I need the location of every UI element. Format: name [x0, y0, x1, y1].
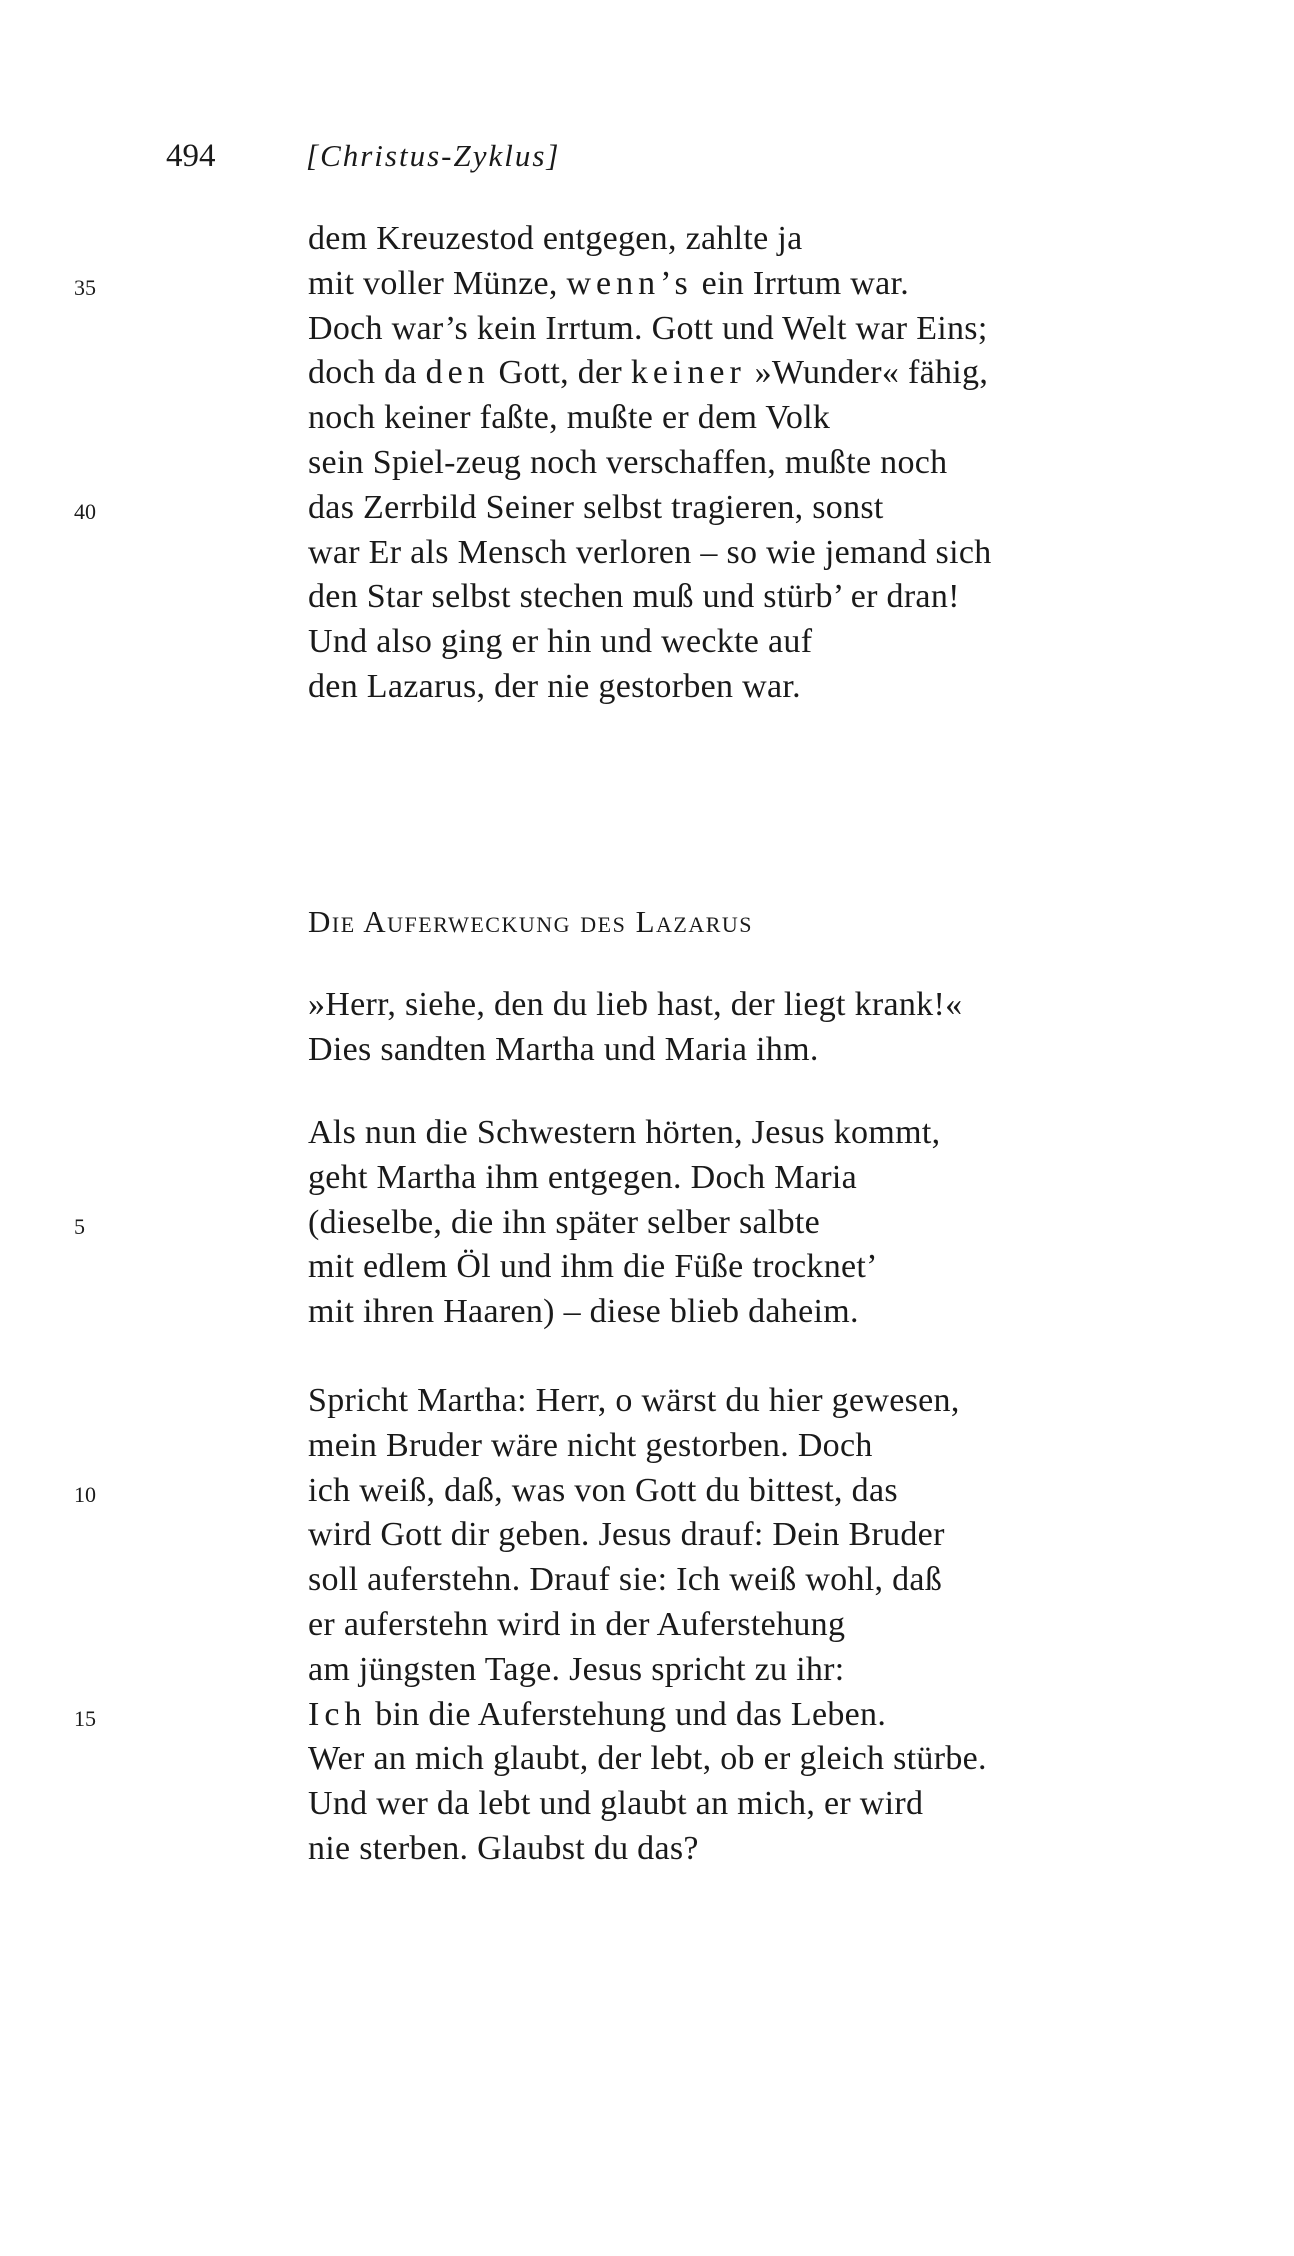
verse-text	[308, 351, 988, 396]
text-segment: »Wunder« fähig,	[745, 354, 989, 392]
verse-text	[308, 396, 830, 441]
line-number: 5	[74, 1213, 85, 1239]
verse-text	[308, 1290, 859, 1335]
text-segment: Gott, der	[489, 354, 631, 392]
text-segment: mit edlem Öl und ihm die Füße trocknet’	[308, 1248, 878, 1286]
text-segment: ich weiß, daß, was von Gott du bittest, das	[308, 1471, 898, 1509]
text-segment: das Zerrbild Seiner selbst tragieren, sonst	[308, 488, 884, 526]
line-number: 15	[74, 1705, 96, 1731]
verse-line	[0, 396, 1294, 441]
text-segment: ein Irrtum war.	[692, 264, 910, 302]
verse-text	[308, 1827, 699, 1872]
verse-text	[308, 1156, 857, 1201]
text-segment: nie sterben. Glaubst du das?	[308, 1829, 699, 1867]
verse-text	[308, 1648, 845, 1693]
text-segment: mit ihren Haaren) – diese blieb daheim.	[308, 1293, 859, 1331]
verse-line	[0, 1782, 1294, 1827]
verse-text	[308, 1111, 940, 1156]
verse-line	[0, 1290, 1294, 1335]
verse-line	[0, 665, 1294, 710]
emphasized-text: wenn’s	[566, 264, 693, 302]
text-segment: den Lazarus, der nie gestorben war.	[308, 667, 801, 705]
emphasized-text: keiner	[630, 354, 746, 392]
verse-text	[308, 665, 801, 710]
text-segment: Wer an mich glaubt, der lebt, ob er gleich stürbe.	[308, 1740, 987, 1778]
text-segment: mit voller Münze,	[308, 264, 567, 302]
poem-title: Die Auferweckung des Lazarus	[308, 904, 754, 939]
verse-text	[308, 1513, 945, 1558]
stanza	[0, 1379, 1294, 1872]
text-segment: »Herr, siehe, den du lieb hast, der liegt krank!«	[308, 986, 963, 1023]
verse-line	[0, 351, 1294, 396]
verse-text	[308, 531, 992, 576]
verse-text	[308, 1469, 898, 1514]
page-number: 494	[166, 138, 216, 174]
verse-text	[308, 1693, 886, 1738]
text-segment: bin die Auferstehung und das Leben.	[366, 1695, 887, 1733]
verse-line	[0, 1245, 1294, 1290]
verse-line	[0, 486, 1294, 531]
verse-text	[308, 575, 960, 620]
verse-text	[308, 1245, 878, 1290]
verse-line	[0, 1028, 1294, 1073]
verse-text	[308, 1603, 845, 1648]
text-segment: wird Gott dir geben. Jesus drauf: Dein Bruder	[308, 1516, 945, 1554]
running-title: [Christus-Zyklus]	[306, 138, 561, 173]
text-segment: Und also ging er hin und weckte auf	[308, 623, 813, 661]
verse-line	[0, 1827, 1294, 1872]
verse-text	[308, 620, 812, 665]
verse-line	[0, 1156, 1294, 1201]
verse-text	[308, 1424, 873, 1469]
verse-line	[0, 1201, 1294, 1246]
verse-text	[308, 441, 947, 486]
verse-line	[0, 1737, 1294, 1782]
verse-line	[0, 1558, 1294, 1603]
verse-line	[0, 307, 1294, 352]
line-number: 10	[74, 1481, 96, 1507]
text-segment: geht Martha ihm entgegen. Doch Maria	[308, 1158, 857, 1196]
text-segment: Doch war’s kein Irrtum. Gott und Welt war Eins;	[308, 309, 988, 347]
text-segment: er auferstehn wird in der Auferstehung	[308, 1605, 846, 1643]
text-segment: war Er als Mensch verloren – so wie jemand sich	[308, 533, 992, 571]
verse-line	[0, 575, 1294, 620]
verse-text	[308, 217, 802, 262]
stanza	[0, 1111, 1294, 1335]
verse-line	[0, 1379, 1294, 1424]
verse-text	[308, 307, 988, 352]
text-segment: den Star selbst stechen muß und stürb’ er dran!	[308, 578, 960, 616]
verse-text	[308, 1782, 923, 1827]
text-segment: (dieselbe, die ihn später selber salbte	[308, 1203, 821, 1241]
verse-line	[0, 217, 1294, 262]
verse-text	[308, 1558, 942, 1603]
text-segment: am jüngsten Tage. Jesus spricht zu ihr:	[308, 1650, 845, 1688]
verse-text	[308, 1201, 820, 1246]
verse-line	[0, 1111, 1294, 1156]
verse-line	[0, 262, 1294, 307]
line-number: 40	[74, 498, 96, 524]
verse-text	[308, 1028, 819, 1073]
text-segment: Spricht Martha: Herr, o wärst du hier gewesen,	[308, 1382, 960, 1419]
emphasized-text: Ich	[308, 1695, 367, 1733]
verse-text	[308, 1379, 960, 1424]
verse-text	[308, 262, 909, 307]
text-segment: Dies sandten Martha und Maria ihm.	[308, 1030, 819, 1068]
verse-line	[0, 1424, 1294, 1469]
text-segment: sein Spiel-zeug noch verschaffen, mußte noch	[308, 443, 948, 481]
verse-text	[308, 486, 884, 531]
verse-line	[0, 983, 1294, 1028]
verse-line	[0, 1648, 1294, 1693]
poem-continuation	[0, 217, 1294, 710]
text-segment: soll auferstehn. Drauf sie: Ich weiß wohl, daß	[308, 1561, 943, 1599]
text-segment: Als nun die Schwestern hörten, Jesus kommt,	[308, 1114, 941, 1151]
text-segment: mein Bruder wäre nicht gestorben. Doch	[308, 1426, 873, 1464]
verse-line	[0, 531, 1294, 576]
text-segment: noch keiner faßte, mußte er dem Volk	[308, 399, 831, 437]
text-segment: doch da	[308, 354, 426, 392]
verse-line	[0, 441, 1294, 486]
line-number: 35	[74, 274, 96, 300]
verse-text	[308, 983, 962, 1028]
verse-line	[0, 1469, 1294, 1514]
emphasized-text: den	[425, 354, 490, 392]
text-segment: dem Kreuzestod entgegen, zahlte ja	[308, 220, 803, 257]
stanza	[0, 983, 1294, 1073]
verse-line	[0, 1603, 1294, 1648]
verse-line	[0, 1693, 1294, 1738]
text-segment: Und wer da lebt und glaubt an mich, er wird	[308, 1785, 924, 1823]
verse-line	[0, 1513, 1294, 1558]
verse-text	[308, 1737, 987, 1782]
verse-line	[0, 620, 1294, 665]
